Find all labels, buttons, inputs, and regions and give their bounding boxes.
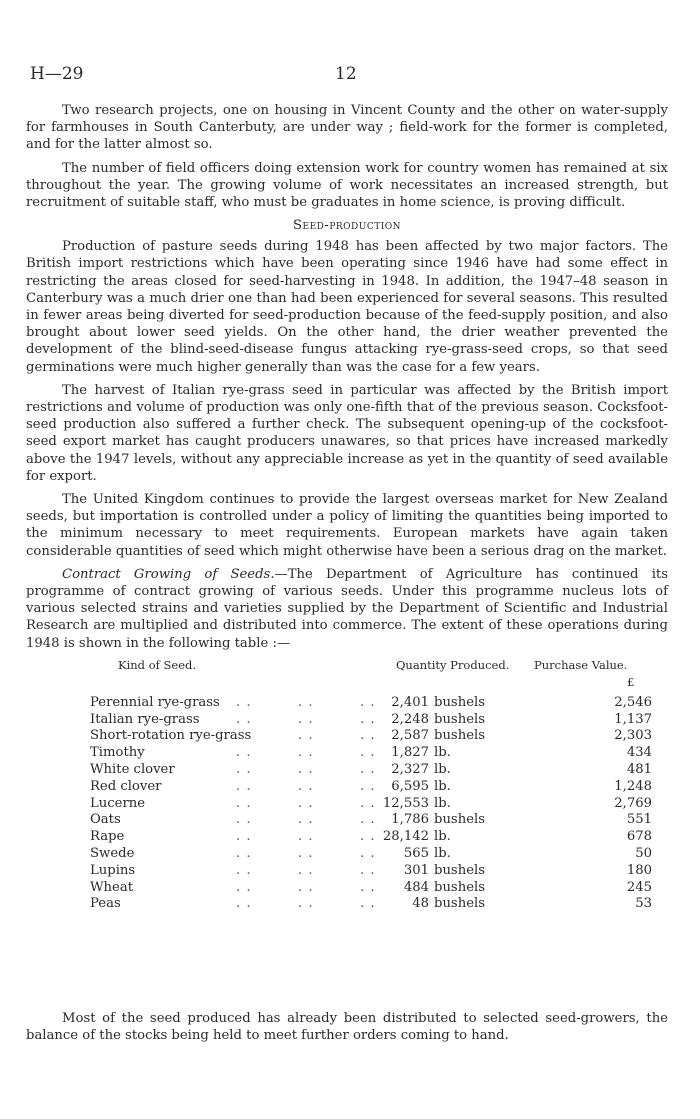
quantity-unit: lb.: [434, 745, 451, 761]
purchase-value: 551: [626, 812, 652, 828]
seed-kind: Wheat: [90, 879, 134, 895]
seed-kind: White clover: [90, 762, 175, 778]
column-header-kind: Kind of Seed.: [118, 657, 197, 672]
quantity-unit: bushels: [434, 711, 485, 727]
quantity-number: 12,553: [382, 795, 429, 811]
seed-kind: Peas: [90, 896, 121, 912]
table-row: [26, 728, 668, 745]
seed-kind: Lupins: [90, 862, 136, 878]
quantity-unit: bushels: [434, 694, 485, 710]
paragraph-research-projects: Two research projects, one on housing in Vincent County and the other on water-supply for farmhouses in South Canterbuty, are under way ; field-work for the former is completed, and for the latter almost so.: [26, 103, 668, 153]
leader-dots: . . . . . .: [236, 829, 376, 845]
purchase-value: 53: [635, 896, 652, 912]
seed-kind: Timothy: [90, 745, 145, 761]
purchase-value: 481: [626, 762, 652, 778]
leader-dots: . . . . . .: [236, 812, 376, 828]
leader-dots: . . . . . .: [236, 795, 376, 811]
leader-dots: . . . . . .: [236, 879, 376, 895]
seed-table: [26, 658, 668, 1010]
quantity-number: 1,827: [391, 745, 429, 761]
seed-kind: Rape: [90, 829, 125, 845]
table-row: [26, 796, 668, 813]
leader-dots: . . . . . .: [236, 745, 376, 761]
seed-kind: Lucerne: [90, 795, 146, 811]
quantity-number: 2,401: [391, 694, 429, 710]
section-heading: Seed-production: [292, 218, 402, 234]
seed-kind: Red clover: [90, 778, 162, 794]
table-row: [26, 829, 668, 846]
table-row: [26, 745, 668, 762]
seed-kind: Italian rye-grass: [90, 711, 200, 727]
leader-dots: . . . . . .: [236, 862, 376, 878]
purchase-value: 2,303: [614, 728, 652, 744]
paragraph-pasture-seeds: Production of pasture seeds during 1948 has been affected by two major factors. The British import restrictions which have been operating since 1946 have had some effect in restricting the areas closed for seed-harvesting in 1948. In addition, the 1947–48 season in Canterbury was a much drier one than had been experienced for several seasons. This resulted in fewer areas being diverted for seed-production because of the feed-supply position, and also brought about lower seed yields. On the other hand, the drier weather prevented the development of the blind-seed-disease fungus attacking rye-grass-seed crops, so that seed germinations were much higher generally than was the case for a few years.: [26, 239, 668, 375]
quantity-unit: bushels: [434, 896, 485, 912]
table-row: [26, 812, 668, 829]
quantity-unit: lb.: [434, 762, 451, 778]
quantity-unit: lb.: [434, 846, 451, 862]
paragraph-uk-market: The United Kingdom continues to provide the largest overseas market for New Zealand seeds, but importation is controlled under a policy of limiting the quantities being imported to the minimum necessary to meet requirements. European markets have again taken considerable quantities of seed which might otherwise have been a serious drag on the market.: [26, 492, 668, 559]
paragraph-field-officers: The number of field officers doing extension work for country women has remained at six throughout the year. The growing volume of work necessitates an increased strength, but recruitment of suitable staff, who must be graduates in home science, is proving difficult.: [26, 160, 668, 211]
report-code: H—29: [30, 64, 84, 84]
purchase-value: 434: [626, 745, 652, 761]
leader-dots: . . . . . .: [236, 846, 376, 862]
table-row: [26, 896, 668, 913]
table-row: [26, 846, 668, 863]
leader-dots: . . . .: [298, 728, 376, 744]
quantity-number: 565: [403, 846, 429, 862]
column-unit-pound: £: [627, 674, 635, 689]
purchase-value: 1,137: [614, 711, 652, 727]
column-header-quantity: Quantity Produced.: [396, 657, 510, 672]
quantity-number: 28,142: [382, 829, 429, 845]
contract-growing-text: —The Department of Agriculture has continued its programme of contract growing of various seeds. Under this programme nucleus lots of various selected strains and varieties supplied by the Department of Scientific and Industrial Research are multiplied and distributed into commerce. The extent of these operations during 1948 is shown in the following table :—: [26, 566, 668, 651]
quantity-number: 6,595: [391, 778, 429, 794]
purchase-value: 50: [635, 846, 652, 862]
quantity-unit: bushels: [434, 728, 485, 744]
quantity-number: 2,327: [391, 762, 429, 778]
leader-dots: . . . . . .: [236, 711, 376, 727]
seed-kind: Swede: [90, 846, 135, 862]
quantity-number: 1,786: [391, 812, 429, 828]
seed-kind: Perennial rye-grass: [90, 694, 220, 710]
table-body: [26, 695, 668, 913]
quantity-unit: lb.: [434, 829, 451, 845]
quantity-number: 301: [403, 862, 429, 878]
table-row: [26, 695, 668, 712]
quantity-number: 2,248: [391, 711, 429, 727]
paragraph-contract-growing: [26, 566, 668, 652]
leader-dots: . . . . . .: [236, 694, 376, 710]
seed-kind: Oats: [90, 812, 121, 828]
column-header-value: Purchase Value.: [534, 657, 628, 672]
seed-kind: Short-rotation rye-grass: [90, 728, 252, 744]
page-number: 12: [335, 64, 357, 84]
page-body: [26, 102, 668, 1050]
purchase-value: 2,546: [614, 694, 652, 710]
purchase-value: 678: [626, 829, 652, 845]
purchase-value: 180: [626, 862, 652, 878]
table-row: [26, 880, 668, 897]
quantity-number: 48: [412, 896, 429, 912]
purchase-value: 2,769: [614, 795, 652, 811]
leader-dots: . . . . . .: [236, 896, 376, 912]
quantity-unit: bushels: [434, 862, 485, 878]
table-row: [26, 762, 668, 779]
purchase-value: 1,248: [614, 778, 652, 794]
purchase-value: 245: [626, 879, 652, 895]
quantity-unit: bushels: [434, 879, 485, 895]
quantity-unit: lb.: [434, 795, 451, 811]
paragraph-italian-ryegrass: The harvest of Italian rye-grass seed in particular was affected by the British import restrictions and volume of production was only one-fifth that of the previous season. Cocksfoot-seed production also suffered a further check. The subsequent opening-up of the cocksfoot-seed export market has caught producers unawares, so that prices have increased markedly above the 1947 levels, without any appreciable increase as yet in the quantity of seed available for export.: [26, 382, 668, 484]
quantity-unit: lb.: [434, 778, 451, 794]
quantity-number: 2,587: [391, 728, 429, 744]
quantity-unit: bushels: [434, 812, 485, 828]
contract-growing-lead: Contract Growing of Seeds.: [62, 566, 275, 582]
table-row: [26, 779, 668, 796]
leader-dots: . . . . . .: [236, 778, 376, 794]
table-row: [26, 712, 668, 729]
leader-dots: . . . . . .: [236, 762, 376, 778]
quantity-number: 484: [403, 879, 429, 895]
table-row: [26, 863, 668, 880]
page-header: [30, 64, 670, 88]
paragraph-closing: Most of the seed produced has already been distributed to selected seed-growers, the balance of the stocks being held to meet further orders coming to hand.: [26, 1010, 668, 1044]
